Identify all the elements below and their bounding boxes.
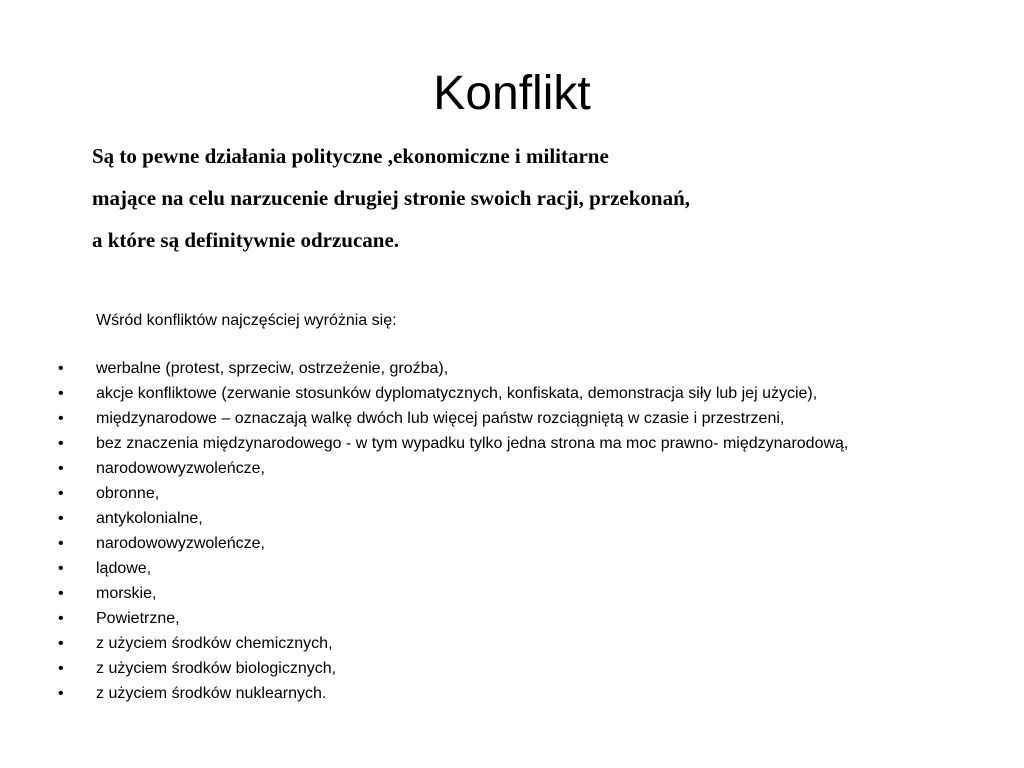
list-item-text: werbalne (protest, sprzeciw, ostrzeżenie, groźba),: [96, 360, 449, 377]
bullet-icon: •: [58, 360, 64, 377]
list-item: [0, 635, 1024, 652]
list-item: [0, 685, 1024, 702]
bullet-icon: •: [58, 410, 64, 427]
list-item: [0, 660, 1024, 677]
bullet-icon: •: [58, 535, 64, 552]
bullet-icon: •: [58, 685, 64, 702]
list-item-text: narodowowyzwoleńcze,: [96, 460, 265, 477]
list-item-text: morskie,: [96, 585, 157, 602]
list-item-text: lądowe,: [96, 560, 152, 577]
bullet-icon: •: [58, 610, 64, 627]
list-item: [0, 360, 1024, 377]
intro-text: Wśród konfliktów najczęściej wyróżnia się:: [96, 312, 397, 329]
bullet-icon: •: [58, 485, 64, 502]
bullet-list: [0, 360, 1024, 710]
list-item: [0, 435, 1024, 452]
list-item-text: narodowowyzwoleńcze,: [96, 535, 265, 552]
list-item-text: Powietrzne,: [96, 610, 180, 627]
list-item: [0, 535, 1024, 552]
list-item: [0, 610, 1024, 627]
definition-block: [92, 135, 992, 261]
definition-line: a które są definitywnie odrzucane.: [92, 228, 400, 252]
list-item-text: antykolonialne,: [96, 510, 203, 527]
list-item: [0, 585, 1024, 602]
definition-line: Są to pewne działania polityczne ,ekonomiczne i militarne: [92, 144, 609, 168]
list-item-text: międzynarodowe – oznaczają walkę dwóch lub więcej państw rozciągniętą w czasie i przestrzeni,: [96, 410, 785, 427]
bullet-icon: •: [58, 585, 64, 602]
list-item-text: z użyciem środków nuklearnych.: [96, 685, 327, 702]
list-item-text: z użyciem środków chemicznych,: [96, 635, 333, 652]
bullet-icon: •: [58, 385, 64, 402]
list-item: [0, 560, 1024, 577]
list-item-text: obronne,: [96, 485, 160, 502]
list-item: [0, 410, 1024, 427]
slide-title: Konflikt: [433, 67, 591, 120]
bullet-icon: •: [58, 460, 64, 477]
list-item-text: akcje konfliktowe (zerwanie stosunków dyplomatycznych, konfiskata, demonstracja siły lub jej użycie),: [96, 385, 818, 402]
list-item-text: bez znaczenia międzynarodowego - w tym wypadku tylko jedna strona ma moc prawno- międzynarodową,: [96, 435, 849, 452]
bullet-icon: •: [58, 510, 64, 527]
bullet-icon: •: [58, 635, 64, 652]
list-item: [0, 460, 1024, 477]
bullet-icon: •: [58, 560, 64, 577]
bullet-icon: •: [58, 660, 64, 677]
list-item-text: z użyciem środków biologicznych,: [96, 660, 337, 677]
list-item: [0, 510, 1024, 527]
bullet-icon: •: [58, 435, 64, 452]
list-item: [0, 385, 1024, 402]
definition-line: mające na celu narzucenie drugiej stronie swoich racji, przekonań,: [92, 186, 691, 210]
list-item: [0, 485, 1024, 502]
